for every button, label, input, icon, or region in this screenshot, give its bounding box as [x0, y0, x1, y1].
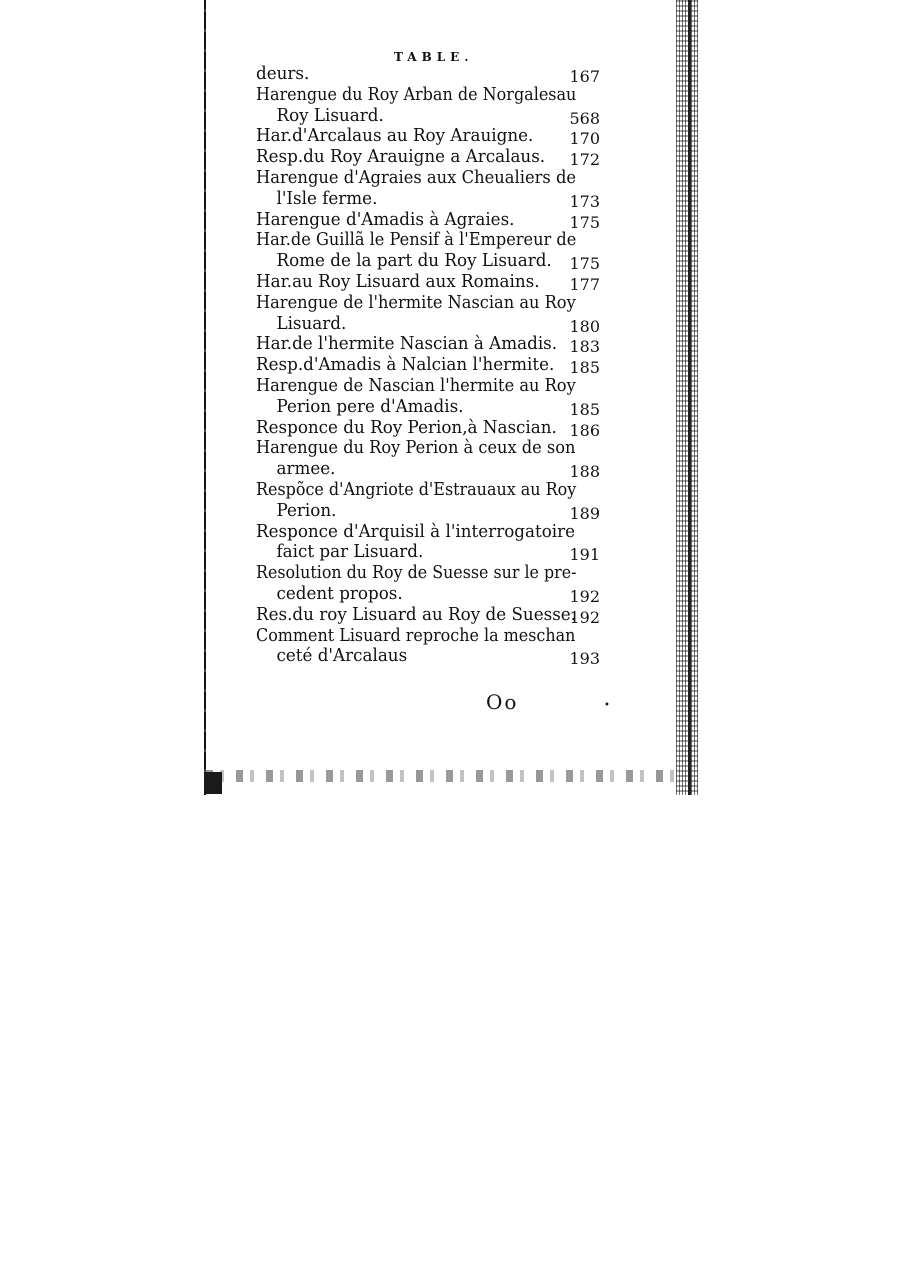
page-number: 175 [569, 254, 600, 274]
page-number: 170 [569, 129, 600, 149]
page-gutter-shadow [676, 0, 698, 795]
entry-line: Harengue d'Agraies aux Cheualiers de [256, 166, 577, 188]
ink-dot: • [604, 700, 610, 711]
page-number: 192 [569, 607, 600, 627]
entry-line: Resolution du Roy de Suesse sur le pre- [256, 562, 577, 584]
toc-entry [256, 334, 600, 355]
entry-line: Perion pere d'Amadis. [276, 395, 464, 417]
toc-entry [256, 438, 600, 480]
entry-line: Har.au Roy Lisuard aux Romains. [256, 270, 540, 292]
entry-line: Harengue de l'hermite Nascian au Roy [256, 291, 576, 313]
entry-line: Res.du roy Lisuard au Roy de Suesse. [256, 603, 577, 625]
entry-line: Harengue d'Amadis à Agraies. [256, 208, 515, 230]
entry-line: Harengue du Roy Arban de Norgalesau [256, 83, 577, 105]
page-number: 186 [569, 420, 600, 440]
entry-line: cedent propos. [276, 582, 403, 604]
toc-entry [256, 293, 600, 335]
page-number: 568 [569, 108, 600, 128]
page-number: 188 [569, 462, 600, 482]
entry-line: Har.de Guillã le Pensif à l'Empereur de [256, 229, 577, 251]
toc-entry [256, 563, 600, 605]
page-number: 189 [569, 503, 600, 523]
toc-entry [256, 230, 600, 272]
toc-entry [256, 272, 600, 293]
page-number: 193 [569, 649, 600, 669]
entry-line: Resp.d'Amadis à Nalcian l'hermite. [256, 354, 555, 376]
entry-line: armee. [276, 458, 336, 480]
page-number: 167 [569, 67, 600, 86]
entry-line: Har.d'Arcalaus au Roy Arauigne. [256, 125, 534, 147]
entry-line: Perion. [276, 499, 337, 521]
entry-line: Comment Lisuard reproche la meschan [256, 624, 576, 646]
toc-entry [256, 210, 600, 231]
entry-line: Har.de l'hermite Nascian à Amadis. [256, 333, 558, 355]
entry-line: Harengue de Nascian l'hermite au Roy [256, 374, 576, 396]
page-number: 177 [569, 274, 600, 294]
page-number: 191 [569, 545, 600, 565]
catchword: Oo [486, 690, 519, 714]
entry-line: Harengue du Roy Perion à ceux de son [256, 437, 576, 459]
toc-entry [256, 418, 600, 439]
page-number: 173 [569, 191, 600, 211]
entry-line: Responce du Roy Perion,à Nascian. [256, 416, 557, 438]
toc-entry [256, 522, 600, 564]
toc-entry [256, 126, 600, 147]
toc-entry [256, 147, 600, 168]
page-number: 183 [569, 337, 600, 357]
page-number: 192 [569, 586, 600, 606]
corner-blot [204, 772, 222, 794]
table-entries [256, 64, 600, 667]
toc-entry [256, 85, 600, 127]
entry-line: Lisuard. [276, 312, 347, 334]
page-bottom-edge [206, 770, 676, 782]
entry-line: faict par Lisuard. [276, 541, 424, 563]
page-number: 172 [569, 150, 600, 170]
page-number: 185 [569, 399, 600, 419]
entry-line: Responce d'Arquisil à l'interrogatoire [256, 520, 576, 542]
entry-line: Roy Lisuard. [276, 104, 384, 126]
entry-line: l'Isle ferme. [276, 187, 378, 209]
page-number: 185 [569, 358, 600, 378]
toc-entry [256, 376, 600, 418]
entry-line: Resp.du Roy Arauigne a Arcalaus. [256, 146, 546, 168]
page-number: 180 [569, 316, 600, 336]
page-number: 175 [569, 212, 600, 232]
toc-entry [256, 605, 600, 626]
toc-entry [256, 626, 600, 668]
entry-line: ceté d'Arcalaus [276, 645, 408, 667]
entry-line: Rome de la part du Roy Lisuard. [276, 250, 552, 272]
entry-line: Respõce d'Angriote d'Estrauaux au Roy [256, 478, 577, 500]
toc-entry [256, 480, 600, 522]
running-header: TABLE. [394, 50, 474, 64]
toc-entry [256, 355, 600, 376]
entry-line: deurs. [256, 63, 310, 84]
toc-entry [256, 168, 600, 210]
toc-entry [256, 64, 600, 85]
